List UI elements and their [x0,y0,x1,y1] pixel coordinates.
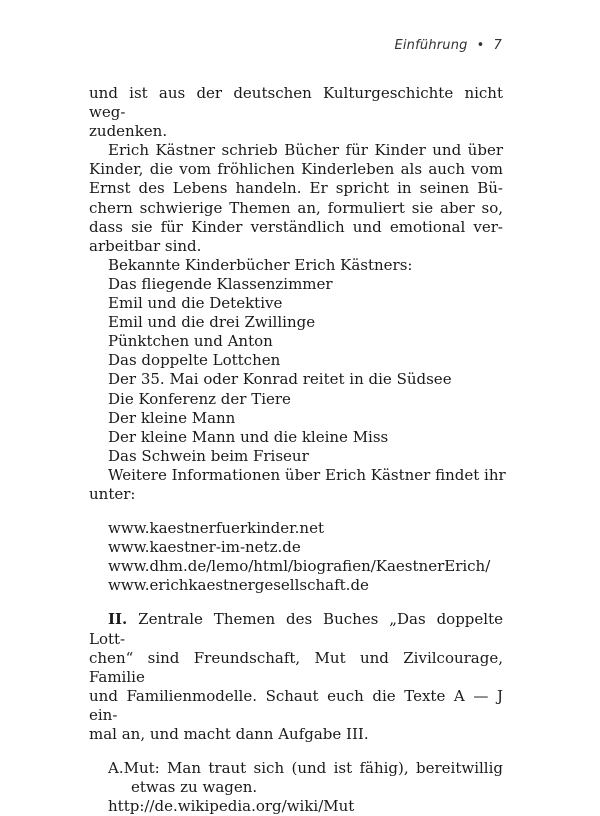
spacer [89,504,503,519]
book-title: Der kleine Mann [108,408,236,427]
link-dhm-lemo[interactable]: www.dhm.de/lemo/html/biografien/KaestnerErich/ [108,557,491,576]
section-2-line: chen“ sind Freundschaft, Mut und Zivilcourage, Familie [89,648,503,686]
paragraph-line: zudenken. [89,122,168,141]
book-title: Der 35. Mai oder Konrad reitet in die Südsee [108,370,452,389]
paragraph-line: chern schwierige Themen an, formuliert sie aber so, [89,198,503,217]
paragraph-line: dass sie für Kinder verständlich und emotional ver- [89,217,503,236]
paragraph-line: Erich Kästner schrieb Bücher für Kinder und über [108,141,503,160]
link-kaestner-im-netz[interactable]: www.kaestner-im-netz.de [108,538,301,557]
book-title: Der kleine Mann und die kleine Miss [108,427,389,446]
spacer [89,595,503,610]
info-line: unter: [89,484,136,503]
definition-a: A.Mut: Man traut sich (und ist fähig), bereitwillig etwas zu wagen. [108,759,503,797]
section-2-line [89,610,503,648]
section-2-text: Zentrale Themen des Buches „Das doppelte Lott- [89,610,503,648]
body-text [89,84,506,816]
page-number: 7 [493,38,502,53]
book-title: Das Schwein beim Friseur [108,446,309,465]
running-header [394,38,502,53]
book-title: Die Konferenz der Tiere [108,389,291,408]
spacer [89,744,503,759]
link-erichkaestnergesellschaft[interactable]: www.erichkaestnergesellschaft.de [108,576,369,595]
header-separator: • [476,38,485,53]
section-title: Einführung [394,38,468,53]
section-2-line: und Familienmodelle. Schaut euch die Texte A — J ein- [89,686,503,724]
section-2-label: II. [108,610,128,629]
section-2-line: mal an, und macht dann Aufgabe III. [89,725,369,743]
link-wikipedia-mut[interactable]: http://de.wikipedia.org/wiki/Mut [108,797,355,816]
info-line: Weitere Informationen über Erich Kästner findet ihr [108,465,506,484]
book-title: Das doppelte Lottchen [108,351,281,370]
link-kaestnerfuerkinder[interactable]: www.kaestnerfuerkinder.net [108,519,324,538]
paragraph-line: und ist aus der deutschen Kulturgeschichte nicht weg- [89,84,503,122]
books-heading: Bekannte Kinderbücher Erich Kästners: [108,255,413,274]
book-title: Pünktchen und Anton [108,332,273,351]
paragraph-line: Ernst des Lebens handeln. Er spricht in seinen Bü- [89,179,503,198]
book-title: Emil und die drei Zwillinge [108,313,316,332]
paragraph-line: arbeitbar sind. [89,236,202,255]
book-title: Das fliegende Klassenzimmer [108,274,333,293]
paragraph-line: Kinder, die vom fröhlichen Kinderleben als auch vom [89,160,503,179]
book-title: Emil und die Detektive [108,294,283,313]
